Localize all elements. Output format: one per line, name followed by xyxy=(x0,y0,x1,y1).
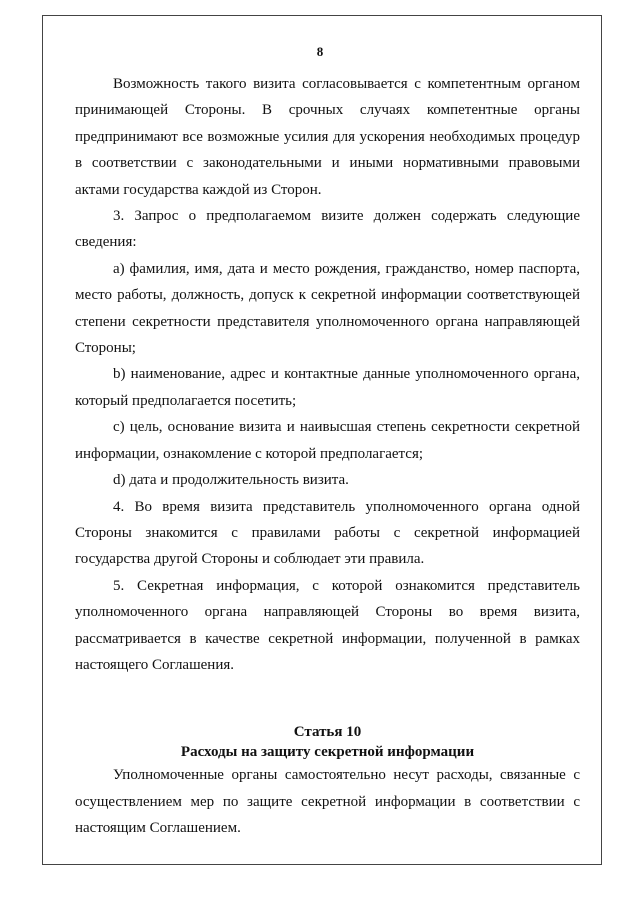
paragraph-item-3a: а) фамилия, имя, дата и место рождения, гражданство, номер паспорта, место работы, должность, допуск к секретной информации соответствующей степени секретности представителя уполномоченного органа направляющей Стороны; xyxy=(75,260,580,357)
paragraph-item-3d: d) дата и продолжительность визита. xyxy=(113,472,349,489)
paragraph-visit-approval: Возможность такого визита согласовывается с компетентным органом принимающей Стороны. В срочных случаях компетентные органы предпринимают все возможные усилия для ускорения необходимых процедур в соответствии с законодательными и иными нормативными правовыми актами государства каждой из Сторон. xyxy=(75,76,580,198)
page-number: 8 xyxy=(316,44,324,59)
paragraph-item-3b: b) наименование, адрес и контактные данные уполномоченного органа, который предполагается посетить; xyxy=(75,366,580,409)
paragraph-item-4: 4. Во время визита представитель уполномоченного органа одной Стороны знакомится с правилами работы с секретной информацией государства другой Стороны и соблюдает эти правила. xyxy=(75,498,580,568)
article-heading xyxy=(75,722,580,762)
document-body xyxy=(75,71,580,842)
paragraph-item-5: 5. Секретная информация, с которой ознакомится представитель уполномоченного органа направляющей Стороны во время визита, рассматривается в качестве секретной информации, полученной в рамках настоящего Соглашения. xyxy=(75,577,580,673)
paragraph-item-3: 3. Запрос о предполагаемом визите должен содержать следующие сведения: xyxy=(75,208,580,251)
article-number: Статья 10 xyxy=(293,724,362,741)
paragraph-item-3c: c) цель, основание визита и наивысшая степень секретности секретной информации, ознакомление с которой предполагается; xyxy=(75,419,580,462)
article-title: Расходы на защиту секретной информации xyxy=(180,744,475,761)
paragraph-expenses: Уполномоченные органы самостоятельно несут расходы, связанные с осуществлением мер по защите секретной информации в соответствии с настоящим Соглашением. xyxy=(75,767,580,837)
